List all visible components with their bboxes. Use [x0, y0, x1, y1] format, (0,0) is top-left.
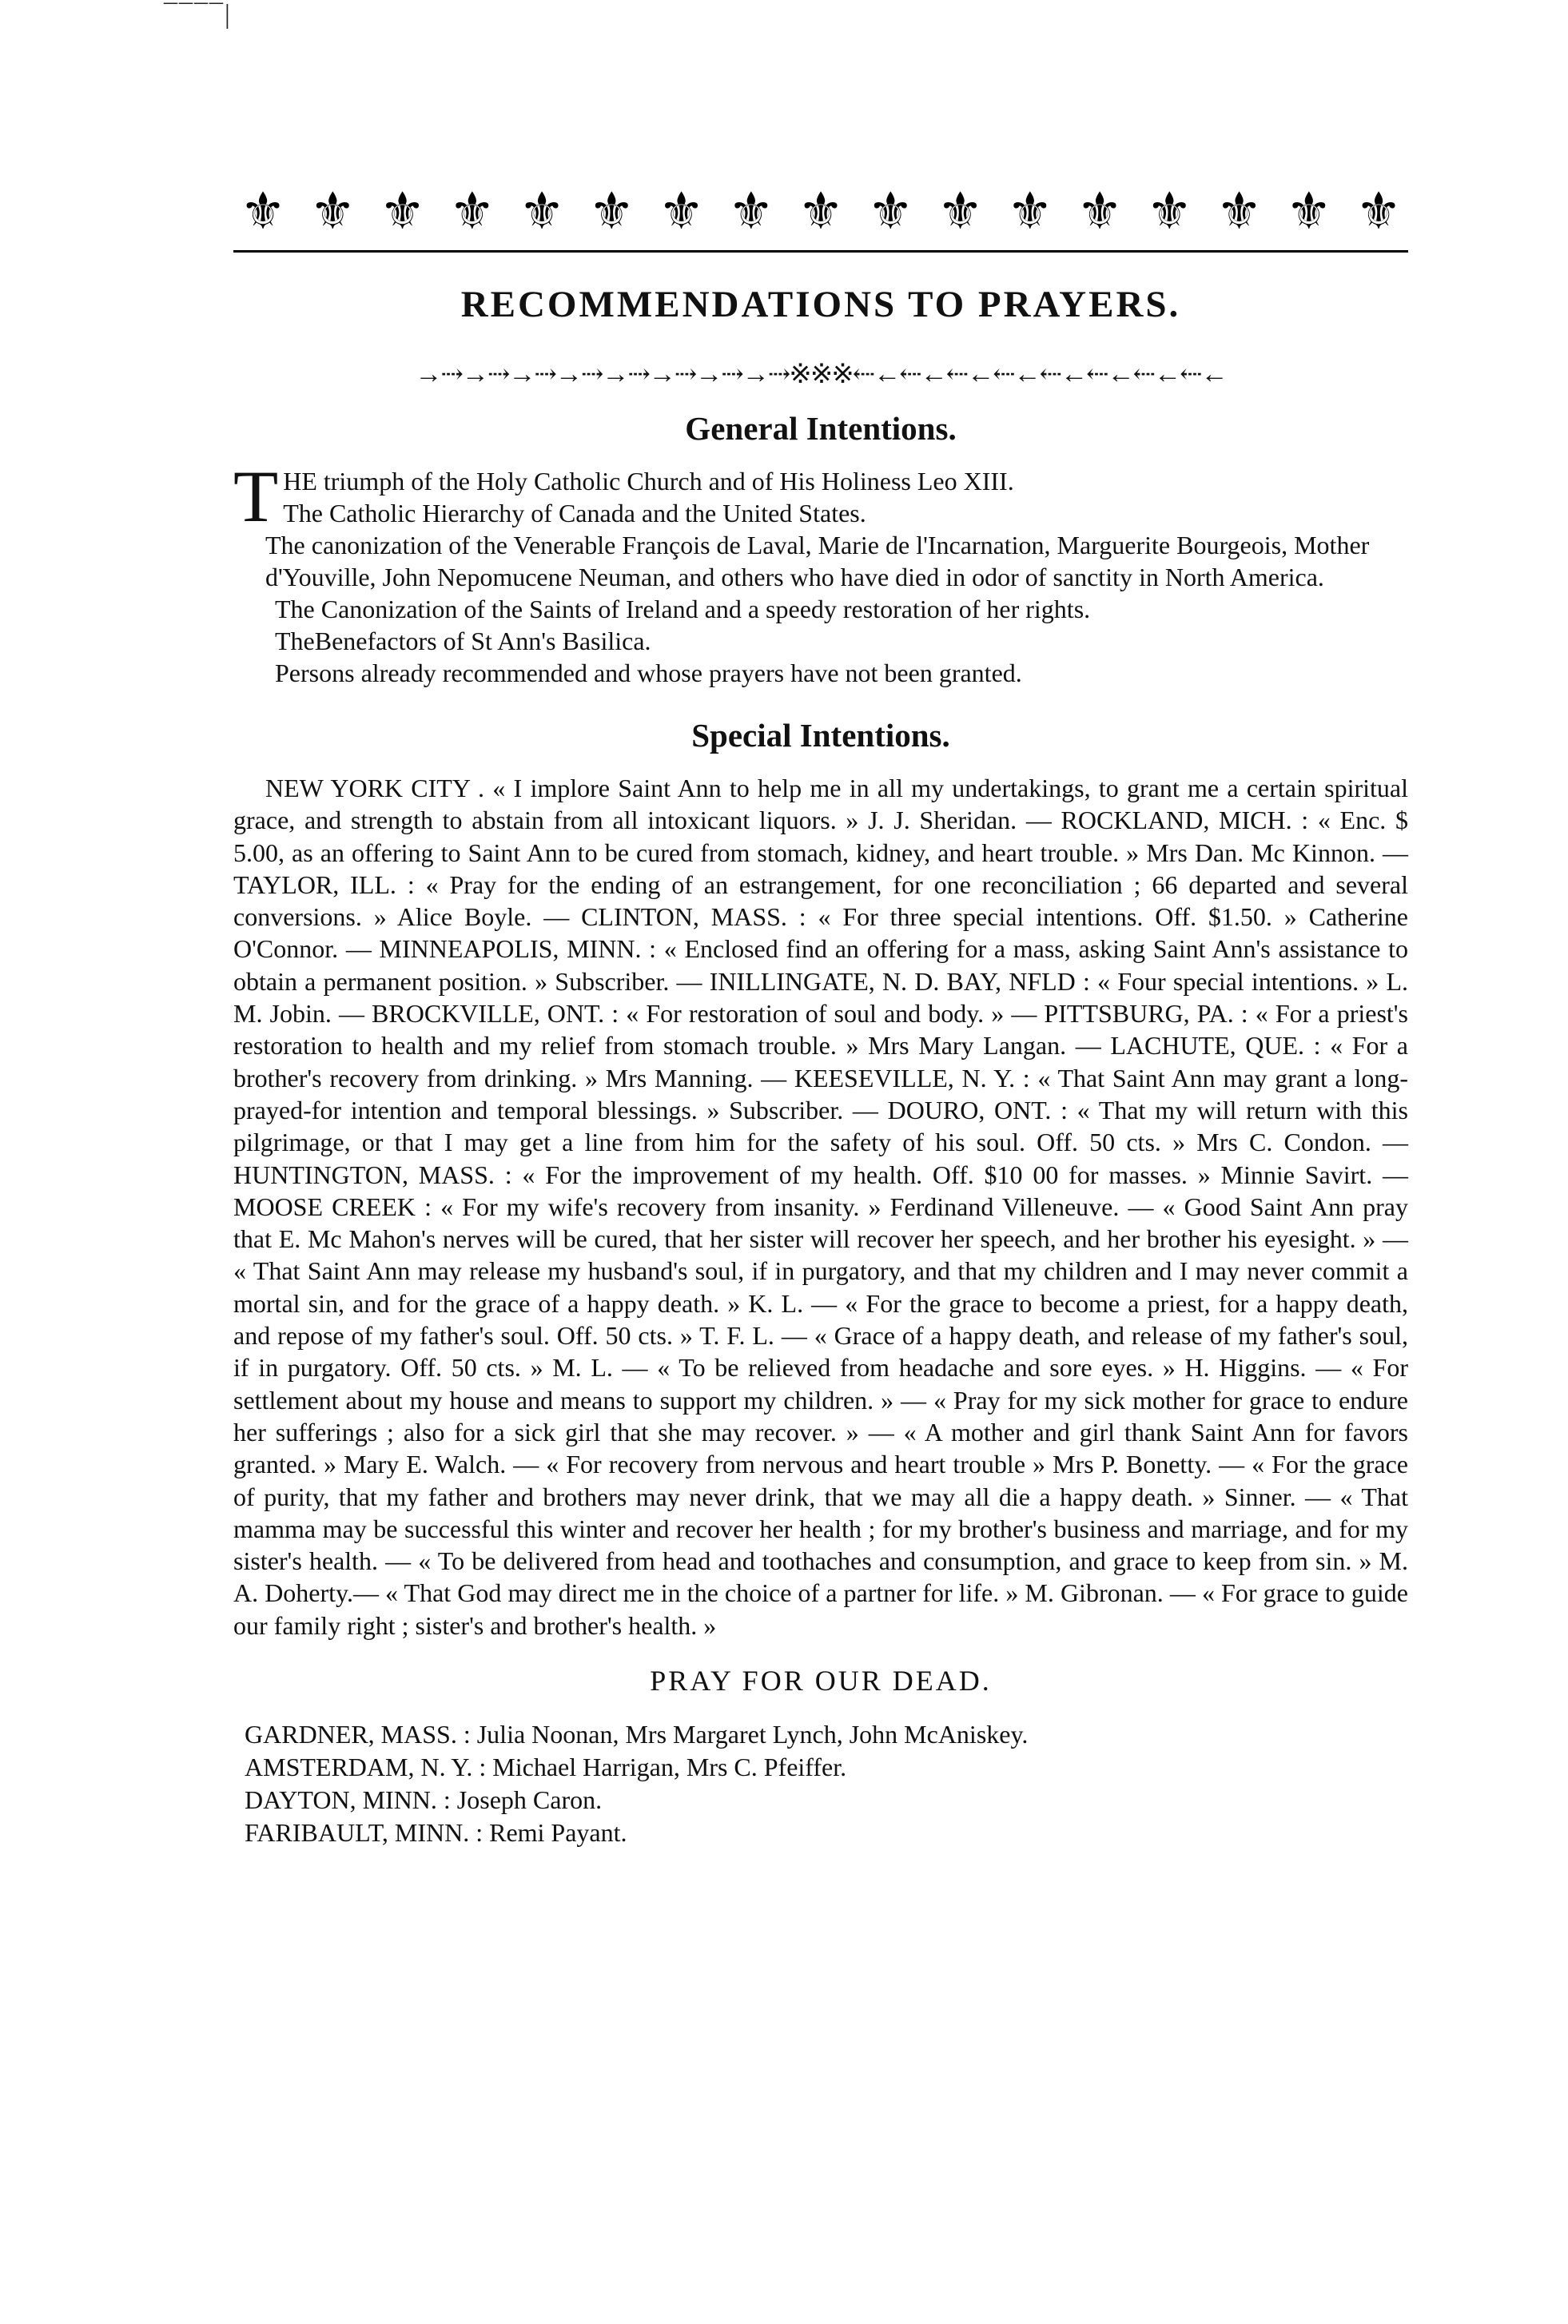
fleur-de-lis-icon: ⚜ — [1216, 183, 1263, 240]
fleur-de-lis-icon: ⚜ — [379, 183, 426, 240]
fleur-de-lis-icon: ⚜ — [519, 183, 565, 240]
general-intention-item: Persons already recommended and whose prayers have not been granted. — [275, 659, 1022, 687]
dead-entry-place: DAYTON, MINN. : — [245, 1785, 451, 1815]
top-rule — [233, 250, 1408, 253]
special-intentions-heading: Special Intentions. — [691, 717, 950, 754]
fleur-de-lis-icon: ⚜ — [798, 183, 844, 240]
dead-list — [233, 1718, 1408, 1849]
general-intentions-heading: General Intentions. — [685, 410, 957, 447]
general-intention-text: HE triumph of the Holy Catholic Church and of His Holiness Leo XIII. — [283, 467, 1014, 495]
general-intention-item: The canonization of the Venerable François de Laval, Marie de l'Incarnation, Marguerite Bourgeois, Mother d'Youville, John Nepomucene Neuman, and others who have died in odor of sanctity in North America. — [265, 531, 1370, 591]
fleur-de-lis-icon: ⚜ — [658, 183, 705, 240]
fleur-de-lis-icon: ⚜ — [1077, 183, 1123, 240]
dead-entry-place: GARDNER, MASS. : — [245, 1720, 471, 1749]
corner-mark: ¯¯¯¯| — [164, 0, 232, 30]
dead-entry-place: FARIBAULT, MINN. : — [245, 1818, 484, 1848]
general-intentions-list — [233, 456, 1408, 689]
fleur-de-lis-icon: ⚜ — [588, 183, 635, 240]
decorative-chain-divider: →⇢→⇢→⇢→⇢→⇢→⇢→⇢→⇢※※※⇠←⇠←⇠←⇠←⇠←⇠←⇠←⇠← — [415, 361, 1227, 388]
dead-entry — [245, 1817, 1408, 1849]
dead-entry — [245, 1751, 1408, 1784]
fleur-de-lis-icon: ⚜ — [240, 183, 286, 240]
general-intention-item: The Canonization of the Saints of Ireland and a speedy restoration of her rights. — [275, 595, 1091, 623]
fleur-de-lis-icon: ⚜ — [937, 183, 984, 240]
drop-cap: T — [233, 456, 279, 537]
general-intention-item: TheBenefactors of St Ann's Basilica. — [275, 627, 651, 655]
page-title: RECOMMENDATIONS TO PRAYERS. — [460, 284, 1181, 325]
dead-entry — [245, 1718, 1408, 1751]
special-intentions-text: NEW YORK CITY . « I implore Saint Ann to help me in all my undertakings, to grant me a certain spiritual grace, and strength to abstain from all intoxicant liquors. » J. J. Sheridan. — ROCKLAND, MICH. : « Enc. $ 5.00, as an offering to Saint Ann to be cured from stomach, kidney, and heart trouble. » Mrs Dan. Mc Kinnon. — TAYLOR, ILL. : « Pray for the ending of an estrangement, for one reconciliation ; 66 departed and several conversions. » Alice Boyle. — CLINTON, MASS. : « For three special intentions. Off. $1.50. » Catherine O'Connor. — MINNEAPOLIS, MINN. : « Enclosed find an offering for a mass, asking Saint Ann's assistance to obtain a permanent position. » Subscriber. — INILLINGATE, N. D. BAY, NFLD : « Four special intentions. » L. M. Jobin. — BROCKVILLE, ONT. : « For restoration of soul and body. » — PITTSBURG, PA. : « For a priest's restoration to health and my relief from stomach trouble. » Mrs Mary Langan. — LACHUTE, QUE. : « For a brother's recovery from drinking. » Mrs Manning. — KEESEVILLE, N. Y. : « That Saint Ann may grant a long-prayed-for intention and temporal blessings. » Subscriber. — DOURO, ONT. : « That my will return with this pilgrimage, or that I may get a line from him for the safety of his soul. Off. 50 cts. » Mrs C. Condon. — HUNTINGTON, MASS. : « For the improvement of my health. Off. $10 00 for masses. » Minnie Savirt. — MOOSE CREEK : « For my wife's recovery from insanity. » Ferdinand Villeneuve. — « Good Saint Ann pray that E. Mc Mahon's nerves will be cured, that her sister will recover her speech, and her brother his eyesight. » — « That Saint Ann may release my husband's soul, if in purgatory, and that my children and I may never commit a mortal sin, and for the grace of a happy death. » K. L. — « For the grace to become a priest, for a happy death, and repose of my father's soul. Off. 50 cts. » T. F. L. — « Grace of a happy death, and release of my father's soul, if in purgatory. Off. 50 cts. » M. L. — « To be relieved from headache and sore eyes. » H. Higgins. — « For settlement about my house and means to support my children. » — « Pray for my sick mother for grace to endure her sufferings ; also for a sick girl that she may recover. » — « A mother and girl thank Saint Ann for favors granted. » Mary E. Walch. — « For recovery from nervous and heart trouble » Mrs P. Bonetty. — « For the grace of purity, that my father and brothers may never drink, that we may all die a happy death. » Sinner. — « That mamma may be successful this winter and recover her health ; for my brother's business and marriage, and for my sister's health. — « To be delivered from head and toothaches and consumption, and grace to keep from sin. » M. A. Doherty.— « That God may direct me in the choice of a partner for life. » M. Gibronan. — « For grace to guide our family right ; sister's and brother's health. » — [233, 774, 1408, 1640]
fleur-de-lis-icon: ⚜ — [449, 183, 495, 240]
fleur-de-lis-icon: ⚜ — [309, 183, 356, 240]
dead-entry-names: Michael Harrigan, Mrs C. Pfeiffer. — [492, 1753, 847, 1782]
dead-entry-names: Joseph Caron. — [456, 1785, 603, 1815]
dead-entry-place: AMSTERDAM, N. Y. : — [245, 1753, 487, 1782]
fleur-de-lis-icon: ⚜ — [1286, 183, 1332, 240]
dead-entry-names: Julia Noonan, Mrs Margaret Lynch, John McAniskey. — [476, 1720, 1029, 1749]
fleur-de-lis-icon: ⚜ — [1007, 183, 1053, 240]
page — [233, 180, 1408, 1849]
fleur-de-lis-icon: ⚜ — [728, 183, 774, 240]
dead-entry — [245, 1784, 1408, 1817]
fleur-de-lis-icon: ⚜ — [1146, 183, 1192, 240]
general-intention-item: The Catholic Hierarchy of Canada and the United States. — [283, 499, 866, 527]
pray-for-our-dead-heading: PRAY FOR OUR DEAD. — [650, 1665, 992, 1697]
fleur-de-lis-border — [233, 180, 1408, 244]
dead-entry-names: Remi Payant. — [489, 1818, 627, 1848]
fleur-de-lis-icon: ⚜ — [867, 183, 913, 240]
fleur-de-lis-icon: ⚜ — [1355, 183, 1402, 240]
